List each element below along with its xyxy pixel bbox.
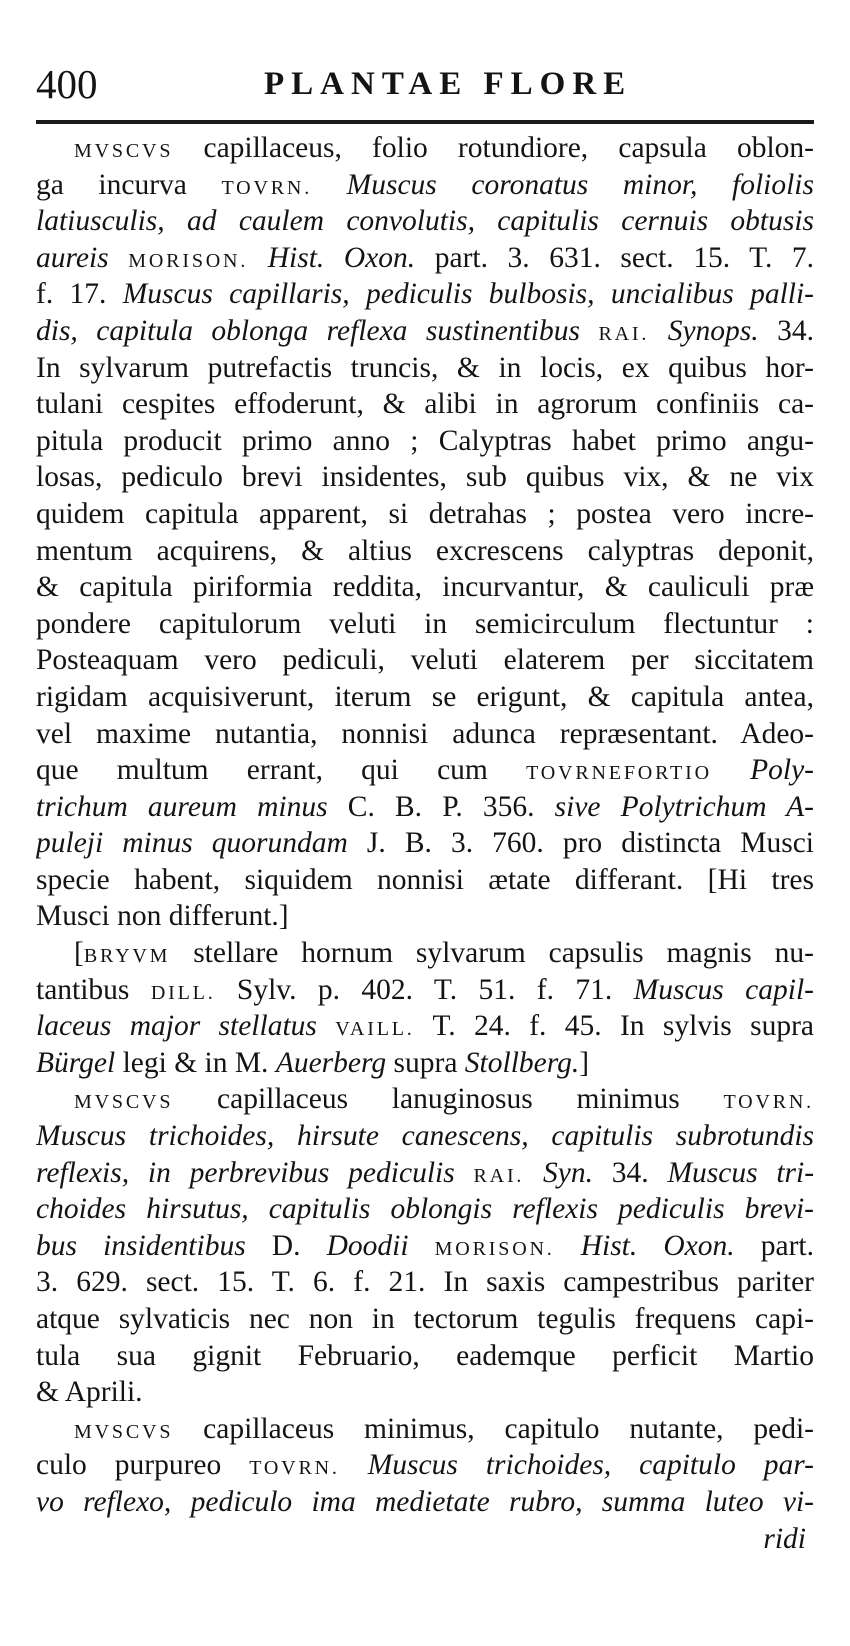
roman-text: Sylv. p. 402. T. 51. f. 71. — [215, 973, 634, 1006]
roman-text: culo purpureo — [36, 1449, 250, 1482]
italic-text: Doodii — [326, 1229, 409, 1262]
text-line — [36, 569, 814, 606]
italic-text: dis, capitula oblonga reflexa sustinentibus — [36, 314, 580, 347]
roman-text: D. — [245, 1229, 327, 1262]
roman-text: Musci non differunt.] — [36, 900, 289, 933]
text-line — [36, 1081, 814, 1118]
italic-text: Muscus capil- — [633, 973, 814, 1006]
roman-text — [712, 754, 750, 786]
roman-text — [455, 1157, 474, 1189]
roman-text: legi & in M. — [115, 1046, 276, 1079]
small-caps-name: MVSCVS — [74, 1420, 174, 1443]
small-caps-name: RAI. — [473, 1164, 525, 1187]
page-number: 400 — [36, 61, 98, 107]
small-caps-name: MVSCVS — [74, 1091, 174, 1114]
text-line — [36, 642, 814, 679]
roman-text: C. B. P. 356. — [327, 790, 555, 823]
roman-text — [312, 169, 347, 201]
small-caps-name: TOVRN. — [221, 176, 313, 199]
text-line — [36, 130, 814, 167]
italic-text: bus insidentibus — [36, 1229, 246, 1262]
text-line — [36, 1191, 814, 1228]
italic-text: Bürgel — [36, 1046, 116, 1079]
roman-text: quidem capitula apparent, si detrahas ; postea vero incre- — [36, 497, 814, 530]
text-line — [36, 1008, 814, 1045]
text-line — [36, 1155, 814, 1192]
italic-text: puleji minus quorundam — [36, 827, 348, 860]
roman-text: & Aprili. — [36, 1376, 143, 1409]
roman-text: vel maxime nutantia, nonnisi adunca repræsentant. Adeo- — [36, 717, 814, 750]
italic-text: trichum aureum minus — [36, 790, 328, 823]
italic-text: choides hirsutus, capitulis oblongis reflexis pediculis brevi- — [36, 1193, 814, 1226]
roman-text — [109, 242, 129, 274]
roman-text: rigidam acquisiverunt, iterum se erigunt, & capitula antea, — [36, 680, 814, 713]
italic-text: Muscus capillaris, pediculis bulbosis, uncialibus palli- — [122, 278, 814, 311]
small-caps-name: DILL. — [150, 981, 216, 1004]
text-line — [36, 1484, 814, 1521]
italic-text: sive Polytrichum A- — [554, 790, 814, 823]
italic-text: vo reflexo, pediculo ima medietate rubro, summa luteo vi- — [36, 1485, 814, 1518]
small-caps-name: VAILL. — [335, 1018, 415, 1041]
roman-text: part. 3. 631. sect. 15. T. 7. — [415, 241, 814, 274]
roman-text: tulani cespites effoderunt, & alibi in agrorum confiniis ca- — [36, 388, 814, 421]
roman-text: pondere capitulorum veluti in semicirculum flectuntur : — [36, 607, 814, 640]
text-line — [36, 825, 814, 862]
roman-text: losas, pediculo brevi insidentes, sub quibus vix, & ne vix — [36, 461, 814, 494]
roman-text: Posteaquam vero pediculi, veluti elaterem per siccitatem — [36, 644, 814, 677]
text-line — [36, 1411, 814, 1448]
small-caps-name: BRYVM — [83, 945, 171, 968]
text-line — [36, 679, 814, 716]
small-caps-name: RAI. — [598, 322, 650, 345]
italic-text: Stollberg. — [464, 1046, 580, 1079]
italic-text: Muscus trichoides, capitulo par- — [367, 1449, 814, 1482]
text-line — [36, 898, 814, 935]
roman-text — [555, 1230, 581, 1262]
text-line — [36, 935, 814, 972]
roman-text: capillaceus minimus, capitulo nutante, pedi- — [173, 1412, 814, 1445]
text-line — [36, 313, 814, 350]
text-line — [36, 606, 814, 643]
italic-text: Poly- — [750, 754, 814, 787]
roman-text: 34. — [758, 314, 814, 347]
roman-text: atque sylvaticis nec non in tectorum tegulis frequens capi- — [36, 1303, 814, 1335]
roman-text: part. — [734, 1229, 814, 1262]
roman-text: tula sua gignit Februario, eademque perficit Martio — [36, 1339, 814, 1372]
small-caps-name: TOVRNEFORTIO — [526, 762, 712, 785]
text-line — [36, 1374, 814, 1411]
roman-text — [248, 242, 268, 274]
roman-text: que multum errant, qui cum — [36, 754, 527, 787]
small-caps-name: MVSCVS — [74, 140, 174, 162]
roman-text: [ — [74, 937, 84, 970]
small-caps-name: TOVRN. — [249, 1457, 340, 1480]
roman-text: mentum acquirens, & altius excrescens calyptras deponit, — [36, 534, 814, 567]
page-header — [36, 62, 826, 106]
text-line — [36, 716, 814, 753]
text-line — [36, 1338, 814, 1375]
italic-text: Syn. — [543, 1156, 594, 1189]
text-line — [36, 752, 814, 789]
roman-text: T. 24. f. 45. In sylvis supra — [414, 1010, 814, 1043]
roman-text: capillaceus, folio rotundiore, capsula oblon- — [173, 132, 814, 164]
text-line — [36, 386, 814, 423]
text-line — [36, 533, 814, 570]
roman-text: ga incurva — [36, 168, 222, 201]
text-line — [36, 1301, 814, 1338]
text-line — [36, 459, 814, 496]
text-line — [36, 972, 814, 1009]
roman-text: J. B. 3. 760. pro distincta Musci — [347, 827, 814, 860]
running-title: PLANTAE FLORE — [264, 66, 633, 102]
roman-text: In sylvarum putrefactis truncis, & in locis, ex quibus hor- — [36, 351, 814, 384]
text-line — [36, 1045, 814, 1082]
text-line — [36, 789, 814, 826]
roman-text — [317, 1010, 335, 1042]
roman-text — [649, 315, 667, 347]
italic-text: Synops. — [667, 314, 759, 347]
roman-text: pitula producit primo anno ; Calyptras habet primo angu- — [36, 424, 814, 457]
roman-text — [340, 1449, 368, 1481]
roman-text — [580, 315, 598, 347]
italic-text: ridi — [763, 1522, 806, 1555]
body-text — [36, 130, 814, 1557]
small-caps-name: MORISON. — [128, 249, 249, 272]
roman-text: tantibus — [36, 973, 151, 1006]
italic-text: Hist. Oxon. — [580, 1229, 735, 1262]
italic-text: Muscus tri- — [667, 1156, 814, 1189]
roman-text: ] — [579, 1046, 590, 1079]
text-line — [36, 862, 814, 899]
roman-text: 3. 629. sect. 15. T. 6. f. 21. In saxis campestribus pariter — [36, 1266, 814, 1299]
italic-text: Hist. Oxon. — [267, 241, 416, 274]
italic-text: reflexis, in perbrevibus pediculis — [36, 1156, 455, 1189]
roman-text: 34. — [593, 1156, 668, 1189]
roman-text: capillaceus lanuginosus minimus — [173, 1083, 724, 1116]
text-line — [36, 1118, 814, 1155]
italic-text: Muscus coronatus minor, foliolis — [346, 168, 814, 201]
roman-text: supra — [386, 1046, 465, 1079]
roman-text: & capitula piriformia reddita, incurvantur, & cauliculi præ — [36, 571, 814, 604]
text-line — [36, 1447, 814, 1484]
small-caps-name: MORISON. — [434, 1237, 555, 1260]
italic-text: latiusculis, ad caulem convolutis, capitulis cernuis obtusis — [36, 205, 814, 238]
roman-text: stellare hornum sylvarum capsulis magnis nu- — [170, 937, 814, 970]
text-line — [36, 276, 814, 313]
text-line — [36, 240, 814, 277]
roman-text — [524, 1157, 543, 1189]
text-line — [36, 167, 814, 204]
text-line — [36, 1264, 814, 1301]
italic-text: Muscus trichoides, hirsute canescens, capitulis subrotundis — [36, 1120, 814, 1153]
roman-text — [409, 1230, 435, 1262]
text-line — [36, 350, 814, 387]
text-line — [36, 203, 814, 240]
text-line — [36, 496, 814, 533]
text-line — [36, 423, 814, 460]
text-line — [36, 1228, 814, 1265]
roman-text: f. 17. — [36, 278, 123, 311]
roman-text: specie habent, siquidem nonnisi ætate differant. [Hi tres — [36, 863, 814, 896]
header-rule — [36, 120, 814, 124]
italic-text: laceus major stellatus — [36, 1010, 317, 1043]
small-caps-name: TOVRN. — [723, 1091, 814, 1114]
italic-text: Auerberg — [275, 1046, 387, 1079]
italic-text: aureis — [36, 241, 109, 274]
text-line — [36, 1521, 814, 1558]
